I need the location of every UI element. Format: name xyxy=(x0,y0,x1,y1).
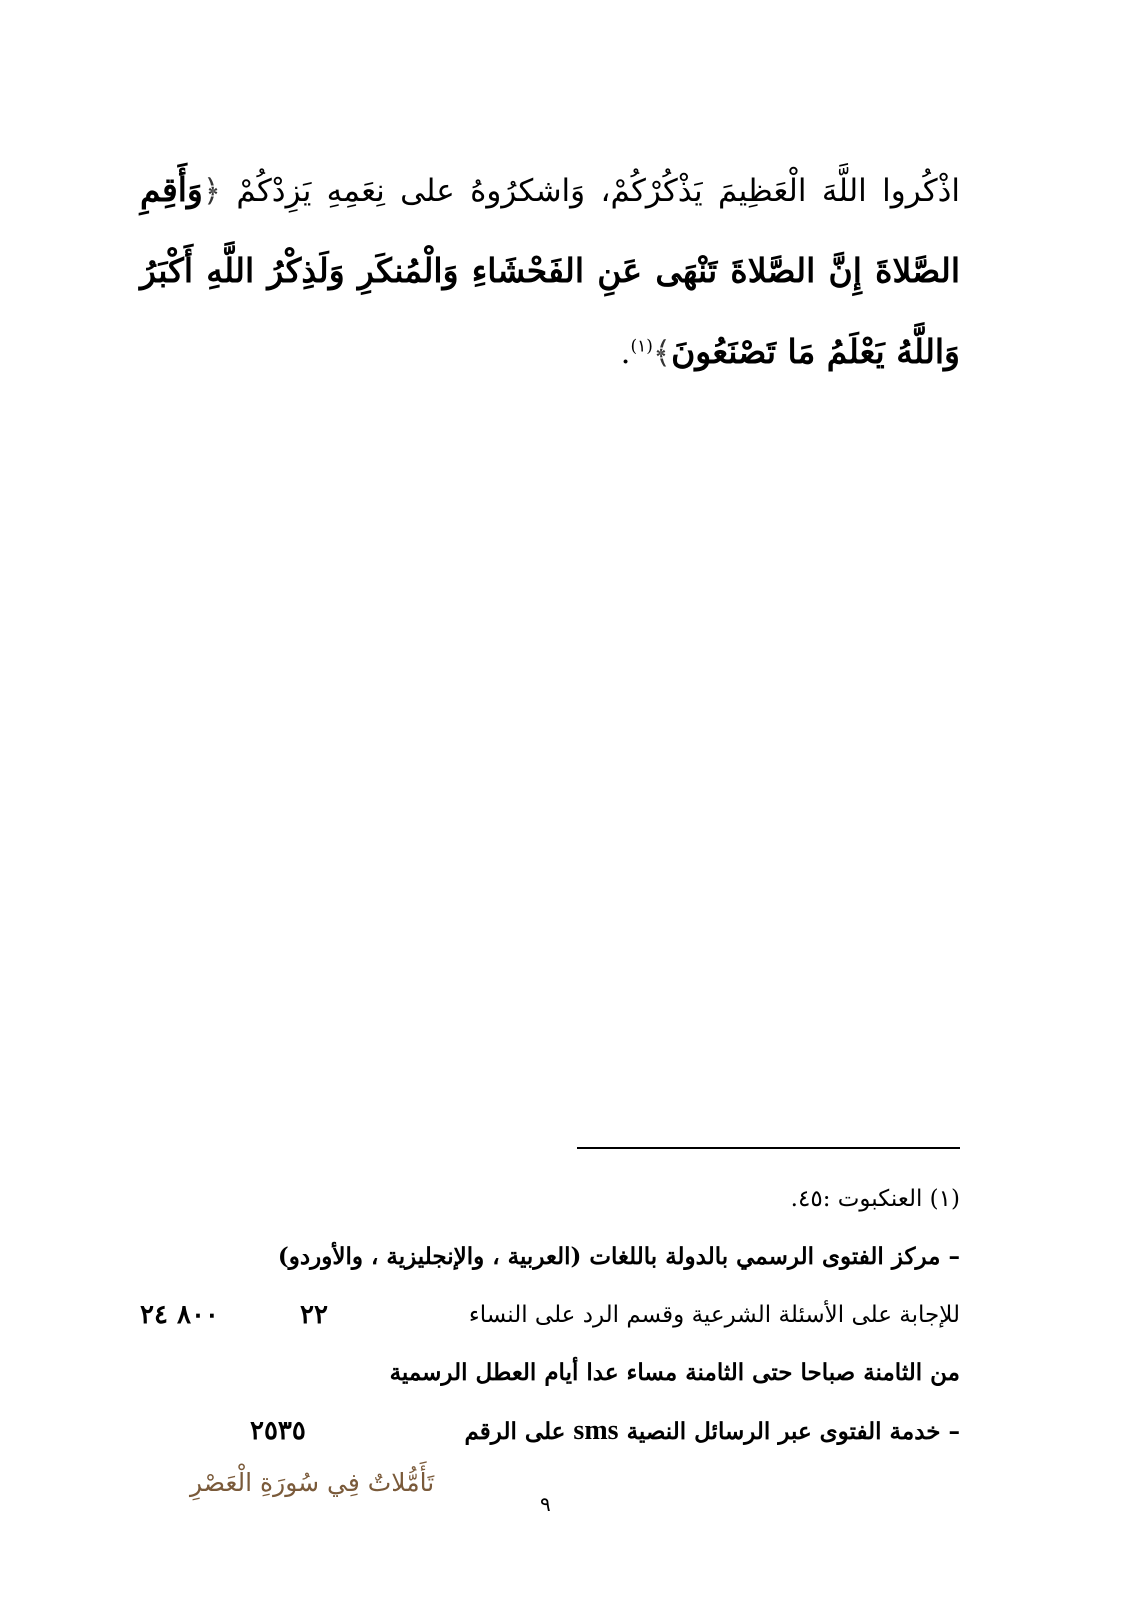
footnote-reference[interactable]: (١) xyxy=(630,336,653,357)
sms-label: sms xyxy=(573,1415,619,1446)
phone-number-a: ٨٠٠ ٢٤ xyxy=(140,1300,219,1330)
footnotes-section xyxy=(140,1170,960,1460)
main-paragraph xyxy=(140,150,960,393)
footnote-source: (١) العنكبوت :٤٥. xyxy=(790,1186,960,1212)
quran-verse: وَأَقِمِ الصَّلاةَ إِنَّ الصَّلاةَ تَنْهَى عَنِ الفَحْشَاءِ وَالْمُنكَرِ وَلَذِكْرُ اللَّهِ أَكْبَرُ وَاللَّهُ يَعْلَمُ مَا تَصْنَعُونَ xyxy=(140,170,960,371)
fatwa-center-line: – مركز الفتوى الرسمي بالدولة باللغات (العربية ، والإنجليزية ، والأوردو) xyxy=(277,1243,960,1270)
ornate-close-bracket: ﴾ xyxy=(652,335,672,371)
sms-service-label: – خدمة الفتوى عبر الرسائل النصية xyxy=(626,1418,960,1445)
fatwa-phone-line xyxy=(140,1286,960,1344)
phone-number-b: ٢٢ xyxy=(300,1300,328,1330)
footnote-separator xyxy=(577,1147,960,1149)
sms-number-label: على الرقم xyxy=(464,1418,566,1445)
working-hours-line: من الثامنة صباحا حتى الثامنة مساء عدا أيام العطل الرسمية xyxy=(389,1359,960,1386)
sms-number: ٢٥٣٥ xyxy=(250,1416,306,1446)
ornate-open-bracket: ﴿ xyxy=(202,173,222,209)
main-plain-text: اذْكُروا اللَّهَ الْعَظِيمَ يَذْكُرْكُمْ، وَاشكرُوهُ على نِعَمِهِ يَزِدْكُمْ xyxy=(236,173,960,209)
page-number: ٩ xyxy=(540,1492,551,1516)
running-title: تَأَمُّلاتٌ فِي سُورَةِ الْعَصْرِ xyxy=(190,1468,435,1497)
fatwa-phone-label: للإجابة على الأسئلة الشرعية وقسم الرد على النساء xyxy=(468,1302,960,1328)
end-punctuation: . xyxy=(620,335,631,371)
sms-service-line xyxy=(140,1402,960,1460)
